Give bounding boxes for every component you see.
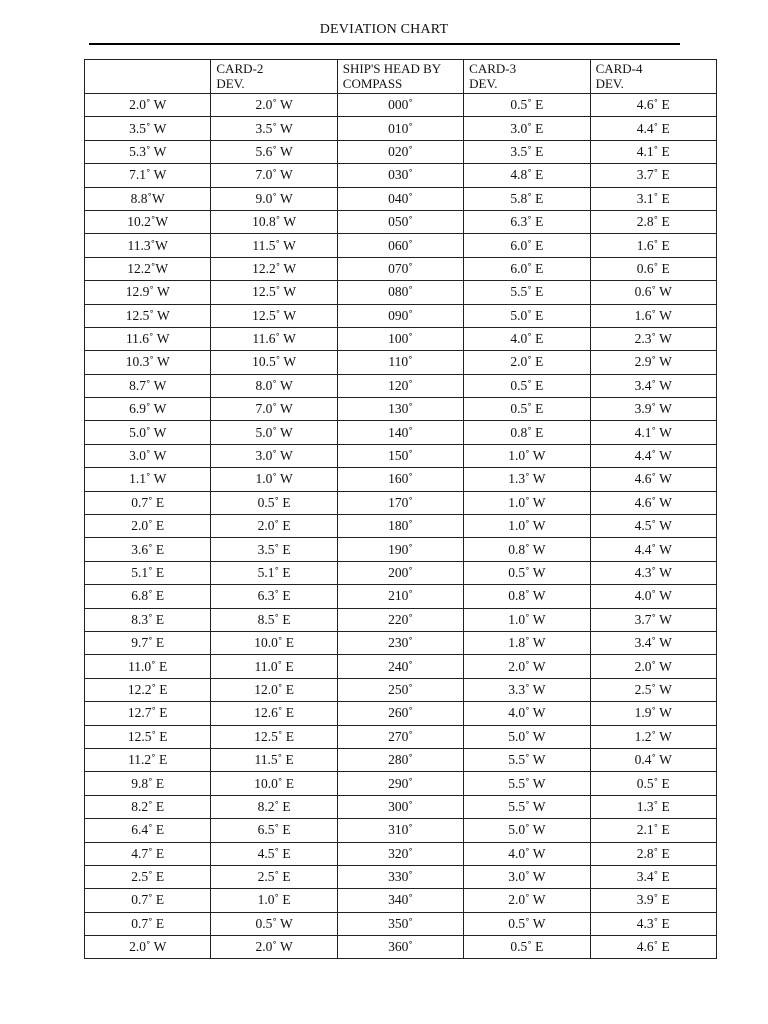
- cell-ships-head: 200˚: [337, 561, 463, 584]
- header-line: CARD-4: [595, 61, 643, 76]
- cell-card4-dev: 4.6˚ E: [590, 94, 716, 117]
- table-row: [85, 491, 717, 514]
- cell-col1: 9.7˚ E: [85, 631, 211, 654]
- cell-card4-dev: 4.6˚ E: [590, 936, 716, 959]
- cell-card2-dev: 4.5˚ E: [211, 842, 337, 865]
- cell-col1: 0.7˚ E: [85, 912, 211, 935]
- cell-card2-dev: 8.5˚ E: [211, 608, 337, 631]
- table-body: [85, 94, 717, 959]
- cell-card2-dev: 5.6˚ W: [211, 140, 337, 163]
- cell-col1: 12.2˚W: [85, 257, 211, 280]
- cell-card3-dev: 0.5˚ E: [464, 94, 590, 117]
- cell-ships-head: 000˚: [337, 94, 463, 117]
- table-row: [85, 304, 717, 327]
- table-row: [85, 772, 717, 795]
- table-row: [85, 327, 717, 350]
- cell-ships-head: 050˚: [337, 210, 463, 233]
- header-line: SHIP'S HEAD BY: [342, 61, 442, 76]
- cell-card2-dev: 11.5˚ W: [211, 234, 337, 257]
- cell-card3-dev: 4.0˚ W: [464, 842, 590, 865]
- cell-col1: 2.0˚ E: [85, 515, 211, 538]
- cell-col1: 10.2˚W: [85, 210, 211, 233]
- cell-col1: 4.7˚ E: [85, 842, 211, 865]
- table-row: [85, 678, 717, 701]
- cell-ships-head: 110˚: [337, 351, 463, 374]
- cell-card2-dev: 2.0˚ W: [211, 94, 337, 117]
- table-row: [85, 748, 717, 771]
- cell-col1: 6.8˚ E: [85, 585, 211, 608]
- table-row: [85, 889, 717, 912]
- header-line: DEV.: [595, 76, 624, 91]
- cell-card4-dev: 4.6˚ W: [590, 468, 716, 491]
- cell-ships-head: 310˚: [337, 819, 463, 842]
- cell-card3-dev: 4.8˚ E: [464, 164, 590, 187]
- cell-card2-dev: 6.5˚ E: [211, 819, 337, 842]
- table-row: [85, 444, 717, 467]
- cell-card2-dev: 11.6˚ W: [211, 327, 337, 350]
- cell-card2-dev: 3.5˚ E: [211, 538, 337, 561]
- cell-card3-dev: 5.0˚ W: [464, 819, 590, 842]
- cell-card2-dev: 8.2˚ E: [211, 795, 337, 818]
- header-cell-ships-head: [337, 60, 463, 94]
- cell-card3-dev: 1.8˚ W: [464, 631, 590, 654]
- table-row: [85, 795, 717, 818]
- cell-col1: 8.8˚W: [85, 187, 211, 210]
- cell-card4-dev: 2.0˚ W: [590, 655, 716, 678]
- cell-card4-dev: 0.6˚ E: [590, 257, 716, 280]
- cell-card2-dev: 5.0˚ W: [211, 421, 337, 444]
- cell-col1: 1.1˚ W: [85, 468, 211, 491]
- cell-ships-head: 300˚: [337, 795, 463, 818]
- cell-card2-dev: 11.5˚ E: [211, 748, 337, 771]
- cell-col1: 8.3˚ E: [85, 608, 211, 631]
- cell-ships-head: 350˚: [337, 912, 463, 935]
- cell-card4-dev: 4.4˚ W: [590, 538, 716, 561]
- cell-card4-dev: 4.4˚ E: [590, 117, 716, 140]
- cell-card4-dev: 3.9˚ E: [590, 889, 716, 912]
- cell-card3-dev: 6.0˚ E: [464, 234, 590, 257]
- cell-card2-dev: 12.5˚ W: [211, 304, 337, 327]
- table-row: [85, 374, 717, 397]
- cell-ships-head: 330˚: [337, 865, 463, 888]
- cell-card2-dev: 12.5˚ E: [211, 725, 337, 748]
- cell-card2-dev: 0.5˚ E: [211, 491, 337, 514]
- cell-ships-head: 180˚: [337, 515, 463, 538]
- cell-ships-head: 130˚: [337, 398, 463, 421]
- cell-col1: 5.3˚ W: [85, 140, 211, 163]
- cell-card4-dev: 3.7˚ E: [590, 164, 716, 187]
- cell-ships-head: 150˚: [337, 444, 463, 467]
- cell-card4-dev: 4.5˚ W: [590, 515, 716, 538]
- cell-card3-dev: 0.5˚ W: [464, 912, 590, 935]
- table-row: [85, 257, 717, 280]
- cell-card4-dev: 3.4˚ W: [590, 631, 716, 654]
- cell-card3-dev: 0.8˚ E: [464, 421, 590, 444]
- cell-card3-dev: 1.0˚ W: [464, 491, 590, 514]
- header-line: DEV.: [469, 76, 498, 91]
- cell-ships-head: 360˚: [337, 936, 463, 959]
- header-cell-card2-dev: [211, 60, 337, 94]
- cell-card3-dev: 5.5˚ W: [464, 795, 590, 818]
- cell-card4-dev: 3.1˚ E: [590, 187, 716, 210]
- cell-card3-dev: 0.5˚ E: [464, 374, 590, 397]
- cell-card3-dev: 5.5˚ W: [464, 772, 590, 795]
- table-row: [85, 421, 717, 444]
- cell-card4-dev: 4.6˚ W: [590, 491, 716, 514]
- table-row: [85, 561, 717, 584]
- cell-card4-dev: 4.3˚ W: [590, 561, 716, 584]
- cell-card4-dev: 3.7˚ W: [590, 608, 716, 631]
- cell-card3-dev: 1.3˚ W: [464, 468, 590, 491]
- cell-ships-head: 030˚: [337, 164, 463, 187]
- cell-ships-head: 120˚: [337, 374, 463, 397]
- table-row: [85, 140, 717, 163]
- table-row: [85, 94, 717, 117]
- cell-col1: 3.5˚ W: [85, 117, 211, 140]
- cell-card4-dev: 0.5˚ E: [590, 772, 716, 795]
- cell-ships-head: 220˚: [337, 608, 463, 631]
- cell-ships-head: 320˚: [337, 842, 463, 865]
- cell-col1: 7.1˚ W: [85, 164, 211, 187]
- cell-col1: 0.7˚ E: [85, 491, 211, 514]
- table-row: [85, 468, 717, 491]
- cell-ships-head: 010˚: [337, 117, 463, 140]
- cell-ships-head: 080˚: [337, 281, 463, 304]
- cell-card2-dev: 2.0˚ E: [211, 515, 337, 538]
- cell-col1: 12.7˚ E: [85, 702, 211, 725]
- cell-card3-dev: 0.8˚ W: [464, 538, 590, 561]
- cell-col1: 3.0˚ W: [85, 444, 211, 467]
- table-row: [85, 608, 717, 631]
- cell-col1: 12.5˚ E: [85, 725, 211, 748]
- cell-card3-dev: 0.5˚ E: [464, 936, 590, 959]
- cell-card3-dev: 1.0˚ W: [464, 444, 590, 467]
- cell-col1: 0.7˚ E: [85, 889, 211, 912]
- cell-card4-dev: 4.3˚ E: [590, 912, 716, 935]
- cell-card3-dev: 4.0˚ E: [464, 327, 590, 350]
- cell-card4-dev: 4.0˚ W: [590, 585, 716, 608]
- table-row: [85, 210, 717, 233]
- cell-card4-dev: 3.4˚ W: [590, 374, 716, 397]
- cell-ships-head: 190˚: [337, 538, 463, 561]
- cell-ships-head: 340˚: [337, 889, 463, 912]
- cell-card4-dev: 2.8˚ E: [590, 210, 716, 233]
- table-row: [85, 351, 717, 374]
- cell-card2-dev: 12.5˚ W: [211, 281, 337, 304]
- cell-card2-dev: 2.5˚ E: [211, 865, 337, 888]
- cell-card2-dev: 3.5˚ W: [211, 117, 337, 140]
- cell-ships-head: 230˚: [337, 631, 463, 654]
- cell-ships-head: 280˚: [337, 748, 463, 771]
- cell-card4-dev: 2.3˚ W: [590, 327, 716, 350]
- cell-card3-dev: 4.0˚ W: [464, 702, 590, 725]
- cell-ships-head: 090˚: [337, 304, 463, 327]
- cell-card2-dev: 11.0˚ E: [211, 655, 337, 678]
- table-row: [85, 725, 717, 748]
- cell-card2-dev: 9.0˚ W: [211, 187, 337, 210]
- cell-card3-dev: 1.0˚ W: [464, 515, 590, 538]
- cell-card2-dev: 0.5˚ W: [211, 912, 337, 935]
- cell-card4-dev: 0.4˚ W: [590, 748, 716, 771]
- cell-card2-dev: 12.6˚ E: [211, 702, 337, 725]
- cell-card2-dev: 10.0˚ E: [211, 631, 337, 654]
- cell-col1: 2.0˚ W: [85, 936, 211, 959]
- cell-card4-dev: 2.8˚ E: [590, 842, 716, 865]
- cell-card2-dev: 7.0˚ W: [211, 164, 337, 187]
- title-underline: [89, 43, 680, 45]
- cell-card2-dev: 5.1˚ E: [211, 561, 337, 584]
- cell-card4-dev: 1.3˚ E: [590, 795, 716, 818]
- cell-card3-dev: 2.0˚ W: [464, 655, 590, 678]
- table-header-row: [85, 60, 717, 94]
- cell-card3-dev: 1.0˚ W: [464, 608, 590, 631]
- header-line: CARD-2: [216, 61, 264, 76]
- header-cell-card4-dev: [590, 60, 716, 94]
- table-row: [85, 912, 717, 935]
- cell-card3-dev: 3.3˚ W: [464, 678, 590, 701]
- cell-card3-dev: 5.0˚ W: [464, 725, 590, 748]
- cell-col1: 11.6˚ W: [85, 327, 211, 350]
- header-cell-blank: [85, 60, 211, 94]
- cell-card3-dev: 6.0˚ E: [464, 257, 590, 280]
- cell-card2-dev: 1.0˚ W: [211, 468, 337, 491]
- header-cell-card3-dev: [464, 60, 590, 94]
- cell-ships-head: 060˚: [337, 234, 463, 257]
- cell-card3-dev: 6.3˚ E: [464, 210, 590, 233]
- cell-card2-dev: 1.0˚ E: [211, 889, 337, 912]
- table-row: [85, 655, 717, 678]
- cell-col1: 11.2˚ E: [85, 748, 211, 771]
- cell-ships-head: 250˚: [337, 678, 463, 701]
- cell-col1: 5.0˚ W: [85, 421, 211, 444]
- cell-card4-dev: 1.6˚ E: [590, 234, 716, 257]
- cell-card2-dev: 12.0˚ E: [211, 678, 337, 701]
- cell-col1: 6.4˚ E: [85, 819, 211, 842]
- cell-card2-dev: 2.0˚ W: [211, 936, 337, 959]
- cell-card3-dev: 5.8˚ E: [464, 187, 590, 210]
- cell-col1: 12.9˚ W: [85, 281, 211, 304]
- cell-col1: 3.6˚ E: [85, 538, 211, 561]
- cell-ships-head: 140˚: [337, 421, 463, 444]
- cell-card4-dev: 4.1˚ E: [590, 140, 716, 163]
- cell-col1: 8.2˚ E: [85, 795, 211, 818]
- cell-card3-dev: 3.0˚ W: [464, 865, 590, 888]
- cell-card3-dev: 5.5˚ W: [464, 748, 590, 771]
- table-row: [85, 234, 717, 257]
- table-row: [85, 281, 717, 304]
- cell-card4-dev: 3.9˚ W: [590, 398, 716, 421]
- cell-card2-dev: 8.0˚ W: [211, 374, 337, 397]
- cell-card2-dev: 10.5˚ W: [211, 351, 337, 374]
- cell-col1: 10.3˚ W: [85, 351, 211, 374]
- deviation-table: [84, 59, 717, 959]
- cell-ships-head: 160˚: [337, 468, 463, 491]
- cell-ships-head: 290˚: [337, 772, 463, 795]
- table-row: [85, 398, 717, 421]
- table-row: [85, 117, 717, 140]
- cell-card2-dev: 10.0˚ E: [211, 772, 337, 795]
- cell-ships-head: 100˚: [337, 327, 463, 350]
- cell-card4-dev: 2.9˚ W: [590, 351, 716, 374]
- table-row: [85, 842, 717, 865]
- cell-col1: 9.8˚ E: [85, 772, 211, 795]
- cell-card3-dev: 3.5˚ E: [464, 140, 590, 163]
- cell-ships-head: 270˚: [337, 725, 463, 748]
- table-row: [85, 819, 717, 842]
- cell-ships-head: 210˚: [337, 585, 463, 608]
- cell-col1: 2.0˚ W: [85, 94, 211, 117]
- cell-card2-dev: 3.0˚ W: [211, 444, 337, 467]
- cell-card3-dev: 0.5˚ W: [464, 561, 590, 584]
- table-row: [85, 865, 717, 888]
- cell-col1: 11.0˚ E: [85, 655, 211, 678]
- table-row: [85, 538, 717, 561]
- header-line: DEV.: [216, 76, 245, 91]
- cell-card3-dev: 0.5˚ E: [464, 398, 590, 421]
- cell-col1: 8.7˚ W: [85, 374, 211, 397]
- cell-card2-dev: 6.3˚ E: [211, 585, 337, 608]
- table-row: [85, 164, 717, 187]
- cell-col1: 6.9˚ W: [85, 398, 211, 421]
- cell-col1: 12.5˚ W: [85, 304, 211, 327]
- cell-card4-dev: 2.5˚ W: [590, 678, 716, 701]
- cell-ships-head: 240˚: [337, 655, 463, 678]
- table-row: [85, 631, 717, 654]
- table-row: [85, 702, 717, 725]
- cell-ships-head: 170˚: [337, 491, 463, 514]
- cell-ships-head: 260˚: [337, 702, 463, 725]
- cell-card3-dev: 2.0˚ W: [464, 889, 590, 912]
- table-row: [85, 515, 717, 538]
- cell-card4-dev: 1.9˚ W: [590, 702, 716, 725]
- cell-card4-dev: 1.6˚ W: [590, 304, 716, 327]
- cell-card4-dev: 4.1˚ W: [590, 421, 716, 444]
- cell-card3-dev: 5.5˚ E: [464, 281, 590, 304]
- cell-card3-dev: 0.8˚ W: [464, 585, 590, 608]
- cell-card4-dev: 4.4˚ W: [590, 444, 716, 467]
- cell-card3-dev: 5.0˚ E: [464, 304, 590, 327]
- cell-card3-dev: 3.0˚ E: [464, 117, 590, 140]
- cell-col1: 11.3˚W: [85, 234, 211, 257]
- header-line: COMPASS: [342, 76, 403, 91]
- cell-card3-dev: 2.0˚ E: [464, 351, 590, 374]
- page-title: DEVIATION CHART: [319, 22, 449, 37]
- header-line: CARD-3: [469, 61, 517, 76]
- table-row: [85, 585, 717, 608]
- cell-card2-dev: 7.0˚ W: [211, 398, 337, 421]
- cell-card4-dev: 3.4˚ E: [590, 865, 716, 888]
- table-row: [85, 936, 717, 959]
- table-row: [85, 187, 717, 210]
- cell-card4-dev: 2.1˚ E: [590, 819, 716, 842]
- cell-col1: 5.1˚ E: [85, 561, 211, 584]
- cell-ships-head: 070˚: [337, 257, 463, 280]
- cell-col1: 2.5˚ E: [85, 865, 211, 888]
- cell-card4-dev: 1.2˚ W: [590, 725, 716, 748]
- cell-ships-head: 020˚: [337, 140, 463, 163]
- cell-card2-dev: 12.2˚ W: [211, 257, 337, 280]
- cell-ships-head: 040˚: [337, 187, 463, 210]
- cell-card4-dev: 0.6˚ W: [590, 281, 716, 304]
- cell-col1: 12.2˚ E: [85, 678, 211, 701]
- cell-card2-dev: 10.8˚ W: [211, 210, 337, 233]
